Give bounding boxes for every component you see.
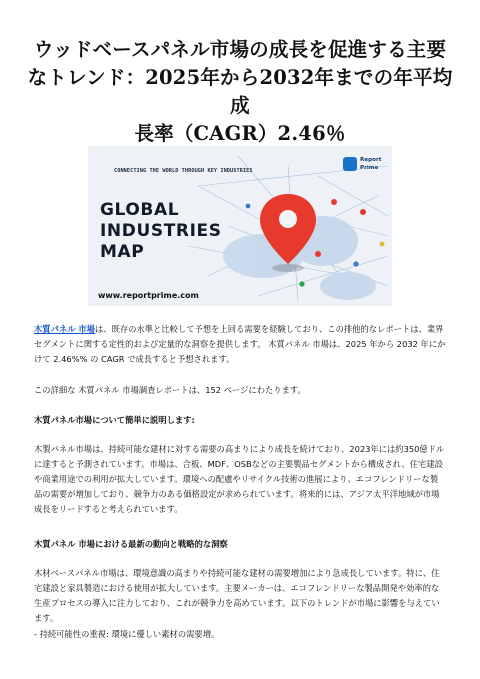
logo-text-1: Report	[360, 157, 382, 163]
logo-mark-icon	[343, 157, 357, 171]
title-line-2: なトレンド：2025年から2032年までの年平均成	[27, 66, 453, 117]
pages-line: この詳細な 木質パネル 市場調査レポートは、152 ページにわたります。	[34, 385, 306, 395]
title-line-3: 長率（CAGR）2.46％	[134, 122, 346, 145]
banner-tagline: CONNECTING THE WORLD THROUGH KEY INDUSTRIES	[114, 168, 253, 174]
trend-bullet-1: - 持続可能性の重視: 環境に優しい素材の需要増。	[34, 629, 220, 639]
banner-title-line-3: MAP	[100, 242, 145, 262]
report-banner-image	[88, 146, 392, 306]
section-heading-overview: 木質パネル市場について簡単に説明します:	[34, 415, 195, 425]
trends-paragraph: 木材ベースパネル市場は、環境意識の高まりや持続可能な建材の需要増加により急成長しています。特に、住宅建設と家具製造における使用が拡大しています。主要メーカーは、エコフレンドリーな製品開発や効率的な生産プロセスの導入に注力しており、これが競争力を高めています。以下のトレンドが市場に影響を与えています。	[34, 568, 440, 623]
intro-paragraph	[34, 322, 446, 367]
document-title	[20, 36, 460, 148]
intro-text: は、既存の水準と比較して予想を上回る需要を経験しており、この排他的なレポートは、業界セグメントに関する定性的および定量的な洞察を提供します。 木質パネル 市場は、2025 年から 2032 年にかけて 2.46%% の CAGR で成長すると予想されます。	[34, 324, 446, 364]
report-prime-logo	[343, 154, 387, 180]
banner-url: www.reportprime.com	[98, 291, 199, 300]
banner-title-line-1: GLOBAL	[100, 200, 180, 220]
market-link[interactable]: 木質パネル 市場	[34, 324, 95, 334]
title-line-1: ウッドベースパネル市場の成長を促進する主要	[33, 38, 447, 61]
banner-title-line-2: INDUSTRIES	[100, 221, 222, 241]
section-heading-trends: 木質パネル 市場における最新の動向と戦略的な洞察	[34, 539, 228, 549]
logo-text-2: Prime	[360, 165, 379, 171]
overview-paragraph: 木製パネル市場は、持続可能な建材に対する需要の高まりにより成長を続けており、2023年には約350億ドルに達すると予測されています。市場は、合板、MDF、OSBなどの主要製品セグメントから構成され、住宅建設や商業用途での利用が拡大しています。環境への配慮やリサイクル技術の進展により、エコフレンドリーな製品の需要が増加しており、競争力のある価格設定が求められています。将来的には、アジア太平洋地域が市場成長をリードすると考えられています。	[34, 444, 445, 514]
